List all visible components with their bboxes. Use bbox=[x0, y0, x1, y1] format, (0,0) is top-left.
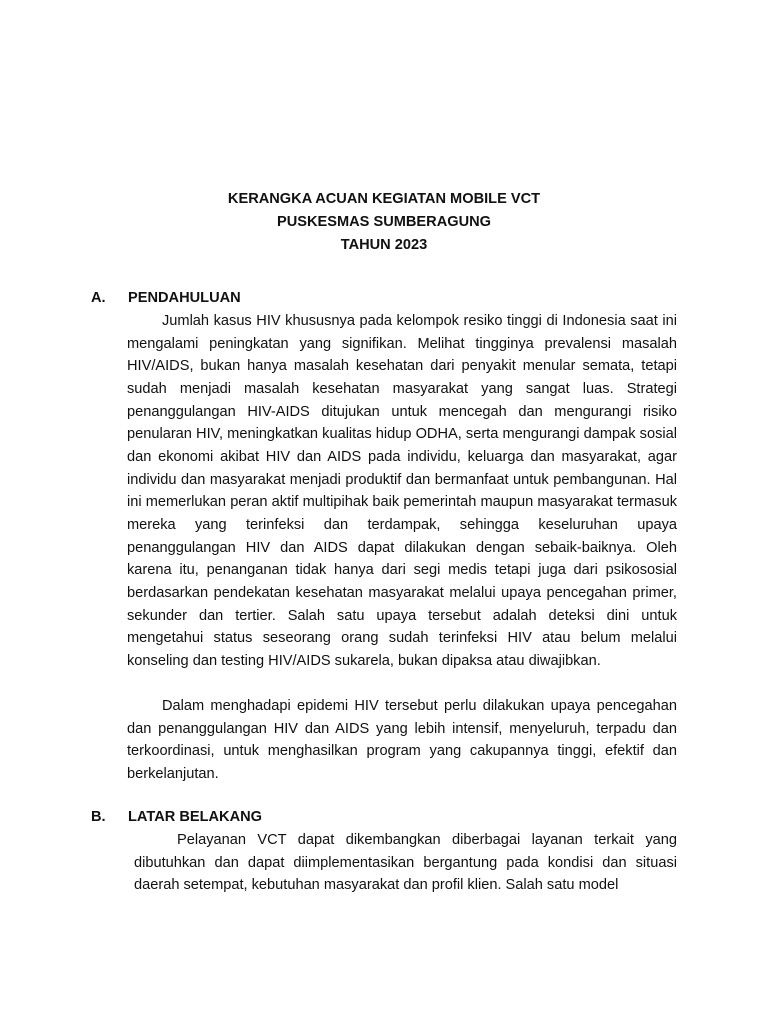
section-b-title: LATAR BELAKANG bbox=[128, 809, 263, 825]
document-title bbox=[0, 188, 768, 257]
section-a-paragraph-2: Dalam menghadapi epidemi HIV tersebut perlu dilakukan upaya pencegahan dan penanggulangan HIV dan AIDS yang lebih intensif, menyeluruh, terpadu dan terkoordinasi, untuk menghasilkan program yang cakupannya tinggi, efektif dan berkelanjutan. bbox=[127, 698, 677, 782]
title-line-2: PUSKESMAS SUMBERAGUNG bbox=[276, 214, 492, 230]
title-line-1: KERANGKA ACUAN KEGIATAN MOBILE VCT bbox=[227, 191, 541, 207]
section-a-title: PENDAHULUAN bbox=[128, 290, 241, 306]
section-a-letter: A. bbox=[91, 290, 106, 306]
section-b-heading bbox=[91, 806, 391, 828]
section-b-letter: B. bbox=[91, 809, 106, 825]
section-a-paragraph-1: Jumlah kasus HIV khususnya pada kelompok resiko tinggi di Indonesia saat ini mengalami peningkatan yang signifikan. Melihat tingginya prevalensi masalah HIV/AIDS, bukan hanya masalah kesehatan dari penyakit menular semata, tetapi sudah menjadi masalah kesehatan masyarakat yang sangat luas. Strategi penanggulangan HIV-AIDS ditujukan untuk mencegah dan mengurangi risiko penularan HIV, meningkatkan kualitas hidup ODHA, serta mengurangi dampak sosial dan ekonomi akibat HIV dan AIDS pada individu, keluarga dan masyarakat, agar individu dan masyarakat menjadi produktif dan bermanfaat untuk pembangunan. Hal ini memerlukan peran aktif multipihak baik pemerintah maupun masyarakat termasuk mereka yang terinfeksi dan terdampak, sehingga keseluruhan upaya penanggulangan HIV dan AIDS dapat dilakukan dengan sebaik-baiknya. Oleh karena itu, penanganan tidak hanya dari segi medis tetapi juga dari psikososial berdasarkan pendekatan kesehatan masyarakat melalui upaya pencegahan primer, sekunder dan tertier. Salah satu upaya tersebut adalah deteksi dini untuk mengetahui status seseorang orang sudah terinfeksi HIV atau belum melalui konseling dan testing HIV/AIDS sukarela, bukan dipaksa atau diwajibkan. bbox=[127, 313, 677, 669]
section-a-heading bbox=[91, 287, 391, 309]
section-b-paragraph-1: Pelayanan VCT dapat dikembangkan diberbagai layanan terkait yang dibutuhkan dan dapat diimplementasikan bergantung pada kondisi dan situasi daerah setempat, kebutuhan masyarakat dan profil klien. Salah satu model bbox=[134, 832, 677, 894]
title-line-3: TAHUN 2023 bbox=[340, 237, 428, 253]
